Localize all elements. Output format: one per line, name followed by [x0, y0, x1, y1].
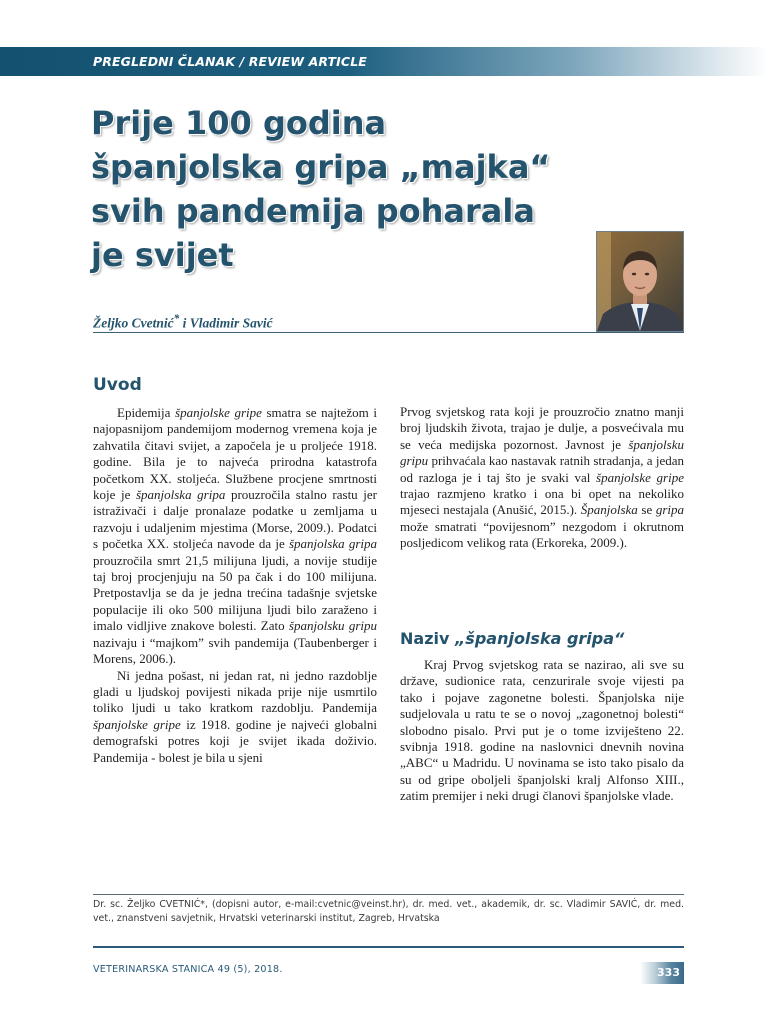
author-name: i Vladimir Savić — [179, 315, 273, 331]
author-name: Željko Cvetnić — [93, 315, 174, 331]
column-left — [93, 405, 377, 766]
paragraph: Kraj Prvog svjetskog rata se nazirao, ali sve su države, sudionice rata, cenzurirale svoje vijesti pa tako i pojave zagonetne bolesti. Španjolska nije sudjelovala u ratu te se o novoj „zagonetnoj bolesti“ slobodno pisalo. Prvi put je o tome izviješteno 22. svibnja 1918. godine na naslovnici dnevnih novina „ABC“ u Madridu. U novinama se isto tako pisalo da su od gripe oboljeli španjolski kralj Alfonso XIII., zatim premijer i neki drugi članovi španjolske vlade. — [400, 657, 684, 804]
section-banner — [0, 47, 768, 76]
paragraph: Ni jedna pošast, ni jedan rat, ni jedno razdoblje gladi u ljudskoj povijesti nikada prije nije usmrtilo toliko ljudi u tako kratkom razdoblju. Pandemija španjolske gripe iz 1918. godine je najveći globalni demografski potres koji je svijet ikada doživio. Pandemija - bolest je bila u sjeni — [93, 667, 377, 765]
title-line: je svijet — [91, 236, 234, 274]
title-line: španjolska gripa „majka“ — [91, 148, 551, 186]
article-authors — [93, 313, 273, 332]
page-number-badge — [640, 962, 684, 984]
title-line: Prije 100 godina — [91, 104, 387, 142]
article-title — [91, 101, 591, 277]
author-affiliation-footnote: Dr. sc. Željko CVETNIĆ*, (dopisni autor, e-mail:cvetnic@veinst.hr), dr. med. vet., akademik, dr. sc. Vladimir SAVIĆ, dr. med. vet., znanstveni savjetnik, Hrvatski veterinarski institut, Zagreb, Hrvatska — [93, 899, 684, 924]
section-heading-naziv: Naziv „španjolska gripa“ — [400, 629, 625, 648]
column-right-bottom — [400, 657, 684, 805]
paragraph-continued: Prvog svjetskog rata koji je prouzročio znatno manji broj ljudskih života, trajao je dulje, a posvećivala mu se veća medijska pozornost. Javnost je španjolsku gripu prihvaćala kao nastavak ratnih stradanja, a jedan od razloga je i taj što je svaki val španjolske gripe trajao razmjeno kratko i ona bi opet na nekoliko mjeseci nestajala (Anušić, 2015.). Španjolska se gripa može smatrati “povijesnom” nezgodom i okrutnom posljedicom velikog rata (Erkoreka, 2009.). — [400, 404, 684, 551]
portrait-icon — [597, 232, 683, 331]
title-line: svih pandemija poharala — [91, 192, 535, 230]
column-right-top — [400, 404, 684, 552]
section-heading-uvod: Uvod — [93, 375, 142, 395]
author-portrait — [596, 231, 684, 332]
paragraph: Epidemija španjolske gripe smatra se najtežom i najopasnijom pandemijom modernog vremena koja je zahvatila čitavi svijet, a započela je u proljeće 1918. godine. Bila je to najveća prirodna katastrofa početkom XX. stoljeća. Službene procjene smrtnosti koje je španjolska gripa prouzročila stalno rastu jer istraživači i dalje pronalaze podatke u zemljama u razvoju i udaljenim mjestima (Morse, 2009.). Podatci s početka XX. stoljeća navode da je španjolska gripa prouzročila smrt 21,5 milijuna ljudi, a novije studije taj broj procjenjuju na 50 pa čak i do 100 milijuna. Pretpostavlja se da je jedna trećina tadašnje svjetske populacije ili oko 500 milijuna ljudi bilo zaraženo i imalo vidljive znakove bolesti. Zato španjolsku gripu nazivaju i “majkom” svih pandemija (Taubenberger i Morens, 2006.). — [93, 405, 377, 667]
journal-citation: VETERINARSKA STANICA 49 (5), 2018. — [93, 964, 283, 975]
footer-divider — [93, 946, 684, 948]
authors-divider — [93, 332, 684, 333]
footnote-divider — [93, 894, 684, 895]
page-number: 333 — [657, 966, 680, 979]
corresponding-author-mark: * — [173, 313, 180, 325]
section-label: PREGLEDNI ČLANAK / REVIEW ARTICLE — [93, 54, 367, 69]
